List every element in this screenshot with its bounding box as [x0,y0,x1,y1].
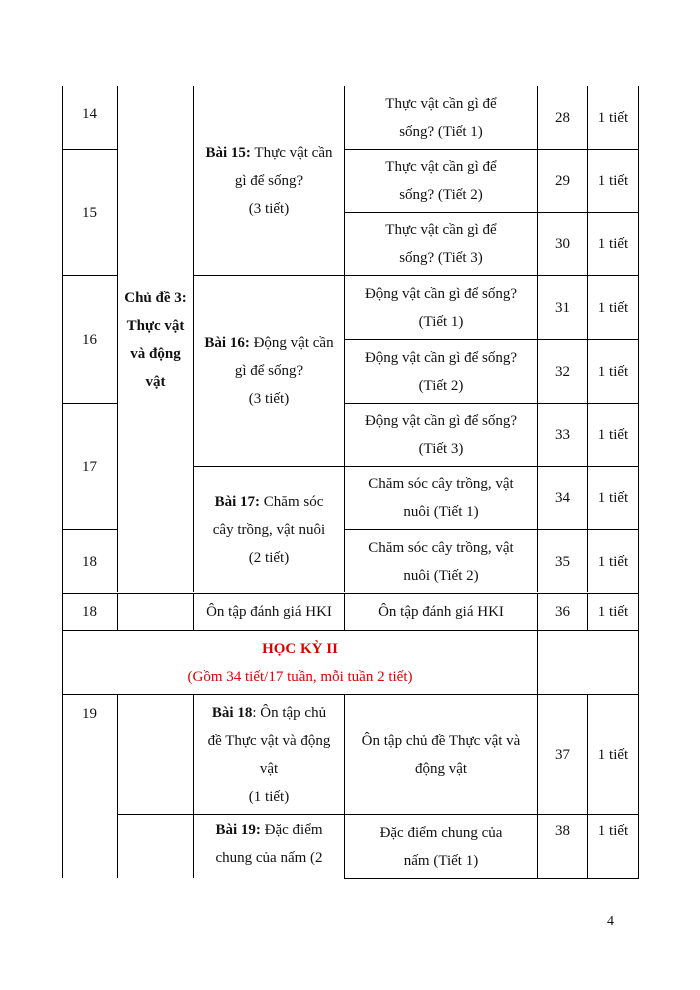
content-line: (Tiết 2) [418,377,464,394]
period-number: 35 [555,553,570,570]
duration-cell [588,150,638,212]
week-number: 18 [82,604,97,620]
week-cell [62,404,117,529]
content-cell [345,404,537,466]
content-line: sống? (Tiết 1) [399,123,483,140]
period-cell [538,340,587,403]
content-cell [345,276,537,339]
period-number: 28 [555,109,570,126]
duration-text: 1 tiết [597,553,629,570]
lesson-duration: (3 tiết) [248,200,290,217]
content-line: Động vật cần gì để sống? [364,413,518,429]
period-cell [538,530,587,593]
lesson-title: Thực vật cần [254,144,333,161]
week-number: 14 [82,106,97,122]
lesson-title: Chăm sóc [263,494,324,510]
content-line: Đặc điểm chung của [379,824,503,841]
period-number: 38 [555,823,570,839]
period-cell [538,150,587,212]
week-cell [62,594,117,630]
lesson-cell [194,467,344,593]
week-cell [62,694,117,734]
period-number: 36 [555,604,570,620]
duration-cell [588,276,638,339]
lesson-label: Bài 15: [205,144,251,161]
lesson-title-line: chung của nấm (2 [215,850,323,866]
week-number: 18 [82,553,97,570]
topic-name: Thực vật [126,317,185,334]
lesson-cell [194,815,344,878]
week-cell [62,150,117,275]
content-line: Động vật cần gì để sống? [364,285,518,302]
topic-name: và động [130,345,181,362]
duration-text: 1 tiết [597,604,629,620]
lesson-title: Động vật cần [253,335,334,351]
lesson-cell [194,276,344,466]
content-line: (Tiết 3) [418,441,464,457]
lesson-title-line: cây trồng, vật nuôi [212,522,326,538]
duration-cell [588,467,638,529]
week-number: 17 [82,458,97,475]
lesson-title-line: đề Thực vật và động [207,732,331,749]
lesson-label: Bài 16: [204,335,250,351]
duration-text: 1 tiết [597,746,629,763]
duration-cell [588,530,638,593]
content-cell [345,530,537,593]
topic-name: vật [145,373,166,390]
semester-header [63,631,537,694]
period-cell [538,695,587,814]
content-line: Động vật cần gì để sống? [364,349,518,366]
period-number: 34 [555,490,570,506]
content-line: Thực vật cần gì để [385,222,497,238]
content-cell [345,594,537,630]
topic-label: Chủ đề 3: [124,289,187,306]
duration-text: 1 tiết [597,109,629,126]
week-number: 16 [82,331,97,348]
content-cell [345,340,537,403]
content-line: nuôi (Tiết 1) [403,504,479,520]
period-number: 29 [555,173,570,189]
period-number: 37 [555,746,570,763]
duration-cell [588,815,638,847]
period-cell [538,213,587,275]
duration-cell [588,695,638,814]
page-number: 4 [607,914,614,929]
lesson-label: Bài 17: [214,494,261,510]
week-number: 19 [82,706,97,722]
lesson-title-line: gì để sống? [234,172,304,189]
lesson-title: Đặc điểm [264,822,323,838]
duration-text: 1 tiết [597,427,629,443]
period-number: 31 [555,299,570,316]
content-line: động vật [414,760,468,777]
duration-text: 1 tiết [597,490,629,506]
content-cell [345,467,537,529]
lesson-cell [194,86,344,275]
lesson-label: Bài 19: [215,822,261,838]
content-line: Chăm sóc cây trồng, vật [368,539,514,556]
lesson-duration: (3 tiết) [248,391,290,407]
content-line: (Tiết 1) [418,313,464,330]
lesson-title: : Ôn tập chủ [252,704,327,721]
week-cell [62,276,117,403]
semester-subtitle: (Gồm 34 tiết/17 tuần, mỗi tuần 2 tiết) [187,668,413,685]
week-cell [62,530,117,593]
week-number: 15 [82,204,97,221]
lesson-title-line: vật [259,760,279,777]
content-cell [345,150,537,212]
duration-cell [588,213,638,275]
period-number: 33 [555,427,570,443]
duration-text: 1 tiết [597,299,629,316]
period-number: 30 [555,236,570,252]
duration-text: 1 tiết [597,236,629,252]
duration-cell [588,594,638,630]
duration-cell [588,86,638,149]
content-line: nấm (Tiết 1) [403,852,479,869]
content-line: Ôn tập đánh giá HKI [378,604,504,620]
duration-text: 1 tiết [597,173,629,189]
content-line: sống? (Tiết 3) [399,250,483,266]
duration-text: 1 tiết [597,363,629,380]
period-cell [538,276,587,339]
period-cell [538,815,587,847]
content-cell [345,815,537,878]
period-number: 32 [555,363,570,380]
lesson-title-line: gì để sống? [234,363,304,379]
lesson-cell [194,594,344,630]
week-cell [62,86,117,149]
period-cell [538,86,587,149]
period-cell [538,594,587,630]
period-cell [538,404,587,466]
content-cell [345,695,537,814]
content-cell [345,213,537,275]
duration-cell [588,340,638,403]
content-cell [345,86,537,149]
content-line: Chăm sóc cây trồng, vật [368,476,514,492]
content-line: sống? (Tiết 2) [399,187,483,203]
duration-text: 1 tiết [597,823,629,839]
content-line: Thực vật cần gì để [385,95,497,112]
content-line: Ôn tập chủ đề Thực vật và [361,732,521,749]
duration-cell [588,404,638,466]
semester-title: HỌC KỲ II [262,640,338,657]
lesson-duration: (2 tiết) [248,550,290,566]
lesson-duration: (1 tiết) [248,788,290,805]
lesson-cell [194,695,344,814]
content-line: nuôi (Tiết 2) [403,567,479,584]
period-cell [538,467,587,529]
review-lesson: Ôn tập đánh giá HKI [206,604,332,620]
content-line: Thực vật cần gì để [385,159,497,175]
topic-cell [118,86,193,593]
lesson-label: Bài 18 [211,704,253,721]
